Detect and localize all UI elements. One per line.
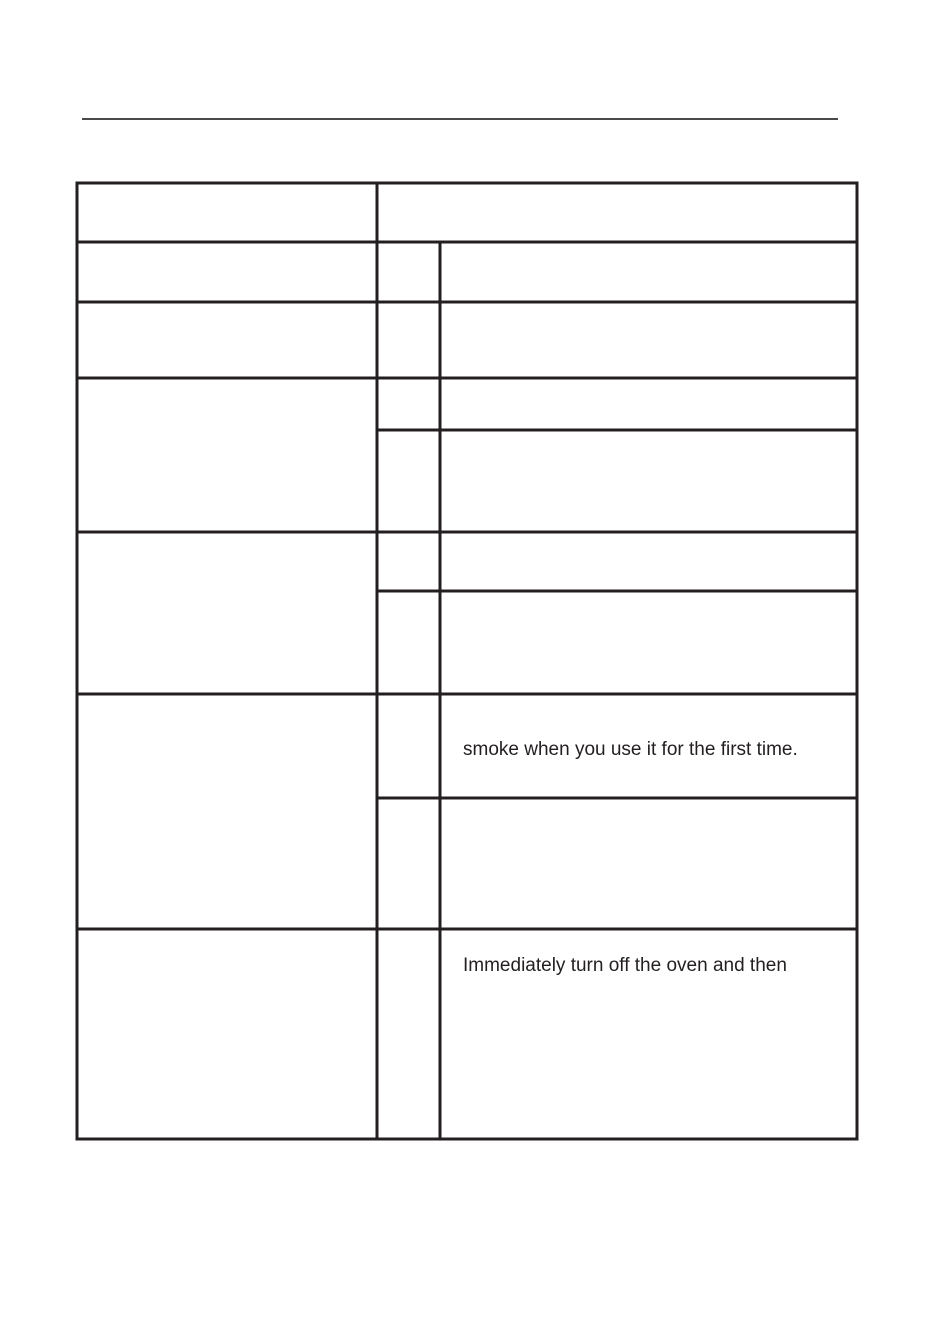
- solution-cell-text: Immediately turn off the oven and then: [463, 955, 787, 976]
- solution-cell-text: smoke when you use it for the first time.: [463, 739, 798, 760]
- table-border: [77, 183, 857, 1139]
